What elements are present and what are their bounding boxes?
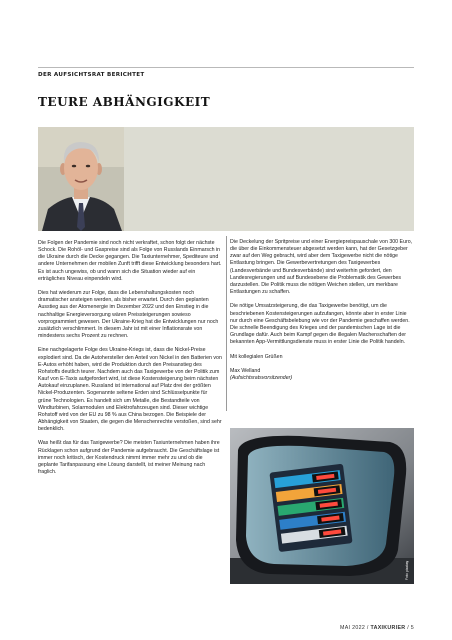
page-number: / 5 — [407, 625, 414, 631]
article-headline: TEURE ABHÄNGIGKEIT — [38, 95, 211, 109]
top-rule — [38, 67, 414, 68]
left-column — [38, 240, 222, 483]
paragraph: Dies hat wiederum zur Folge, dass die Lebenshaltungskosten noch dramatischer ansteigen werden, als bisher erwartet. Durch den geplanten Ausstieg aus der Atomenergie im Dezember 2022 und den Einstieg in die nachhaltige Energieversorgung wären Preissteigerungen sowieso vorprogrammiert gewesen. Der Ukraine-Krieg hat die Entwicklungen nur noch zusätzlich verschlimmert. In diesem Jahr ist mit einer Inflationsrate von mindestens sechs Prozent zu rechnen. — [38, 290, 219, 340]
paragraph: Die nötige Umsatzsteigerung, die das Taxigewerbe benötigt, um die beschriebenen Kostensteigerungen aufzufangen, könnte aber in erster Linie nur durch eine Geschäftsbelebung wie vor der Pandemie geschaffen werden. Die schnelle Beendigung des Krieges und der pandemischen Lage ist die Grundlage dafür. Auch beim Kampf gegen die illegalen Machenschaften der bekannten App-Vermittlungsdienste muss in erster Linie die Politik handeln. — [230, 303, 410, 346]
car-side-mirror-photo-icon — [230, 428, 414, 584]
column-divider — [226, 236, 227, 411]
portrait-photo-icon — [38, 127, 124, 231]
page-footer — [340, 625, 414, 631]
footer-separator: / — [366, 625, 369, 631]
signature-name: Max Welland — [230, 367, 261, 374]
paragraph: Die Folgen der Pandemie sind noch nicht verkraftet, schon folgt der nächste Schock. Die Rohöl- und Gaspreise sind als Folge von Russlands Einmarsch in die Ukraine durch die Decke gegangen. Die Taxiunternehmer, Spediteure und andere Unternehmen der mobilen Zunft trifft diese Entwicklung besonders hart. Es ist auch ungewiss, ob und wann sich die Situation wieder auf ein erträgliches Niveau einpendeln wird. — [38, 240, 222, 282]
section-kicker: DER AUFSICHTSRAT BERICHTET — [38, 72, 145, 78]
signature-role: (Aufsichtsratsvorsitzender) — [230, 375, 293, 382]
right-column — [230, 239, 414, 382]
paragraph: Eine nachgelagerte Folge des Ukraine-Kriegs ist, dass die Nickel-Preise explodiert sind. Da die Autohersteller den Anteil von Nickel in den Batterien von E-Autos erhöht haben, wird die Produktion durch den Preisanstieg des Rohstoffs deutlich teurer. Nachdem auch das Taxigewerbe von der Politik zum Kauf von E-Taxis aufgefordert wird, ist diese Kostensteigerung beim nächsten Autokauf einzuplanen. Russland ist international auf Platz drei der größten Nickel-Produzenten. Sogenannte seltene Erden sind Schlüsselpunkte für grüne Technologien. Es handelt sich um Metalle, die Bestandteile von Windturbinen, Solarmodulen und Elektrofahrzeugen sind. Dieser wichtige Rohstoff wird von der EU zu 98 % aus China bezogen. Die Beispiele der Abhängigkeit von Staaten, die gegen die Menschenrechte verstoßen, sind sehr bedenklich. — [38, 347, 222, 433]
closing-line: Mit kollegialen Grüßen — [230, 353, 283, 360]
paragraph: Was heißt das für das Taxigewerbe? Die meisten Taxiunternehmen haben ihre Rücklagen schon aufgrund der Pandemie aufgebraucht. Die Geschäftslage ist immer noch kritisch, der Kostendruck nimmt immer mehr zu und ob die geplante Tarifanpassung eine Lösung darstellt, ist meiner Meinung nach fraglich. — [38, 440, 220, 476]
photo-credit: Foto: pixabay — [405, 560, 409, 580]
publication-name: TAXIKURIER — [370, 625, 406, 631]
issue-date: MAI 2022 — [340, 625, 366, 631]
paragraph: Die Deckelung der Spritpreise und einer Energiepreispauschale von 300 Euro, die über die Einkommensteuer abgesetzt werden kann, hat der Gesetzgeber zwar auf den Weg gebracht, wird aber dem Taxigewerbe nicht die nötige Entlastung bringen. Die Gewerbevertretungen des Taxigewerbes (Landesverbände und Bundesverbände) sind weiterhin gefordert, den Landesregierungen und auf Bundesebene die Problematik des Gewerbes darzustellen. Die Politik muss die nötigen Weichen stellen, um merkbare Entlastungen zu schaffen. — [230, 239, 413, 296]
signature-block — [230, 368, 414, 382]
